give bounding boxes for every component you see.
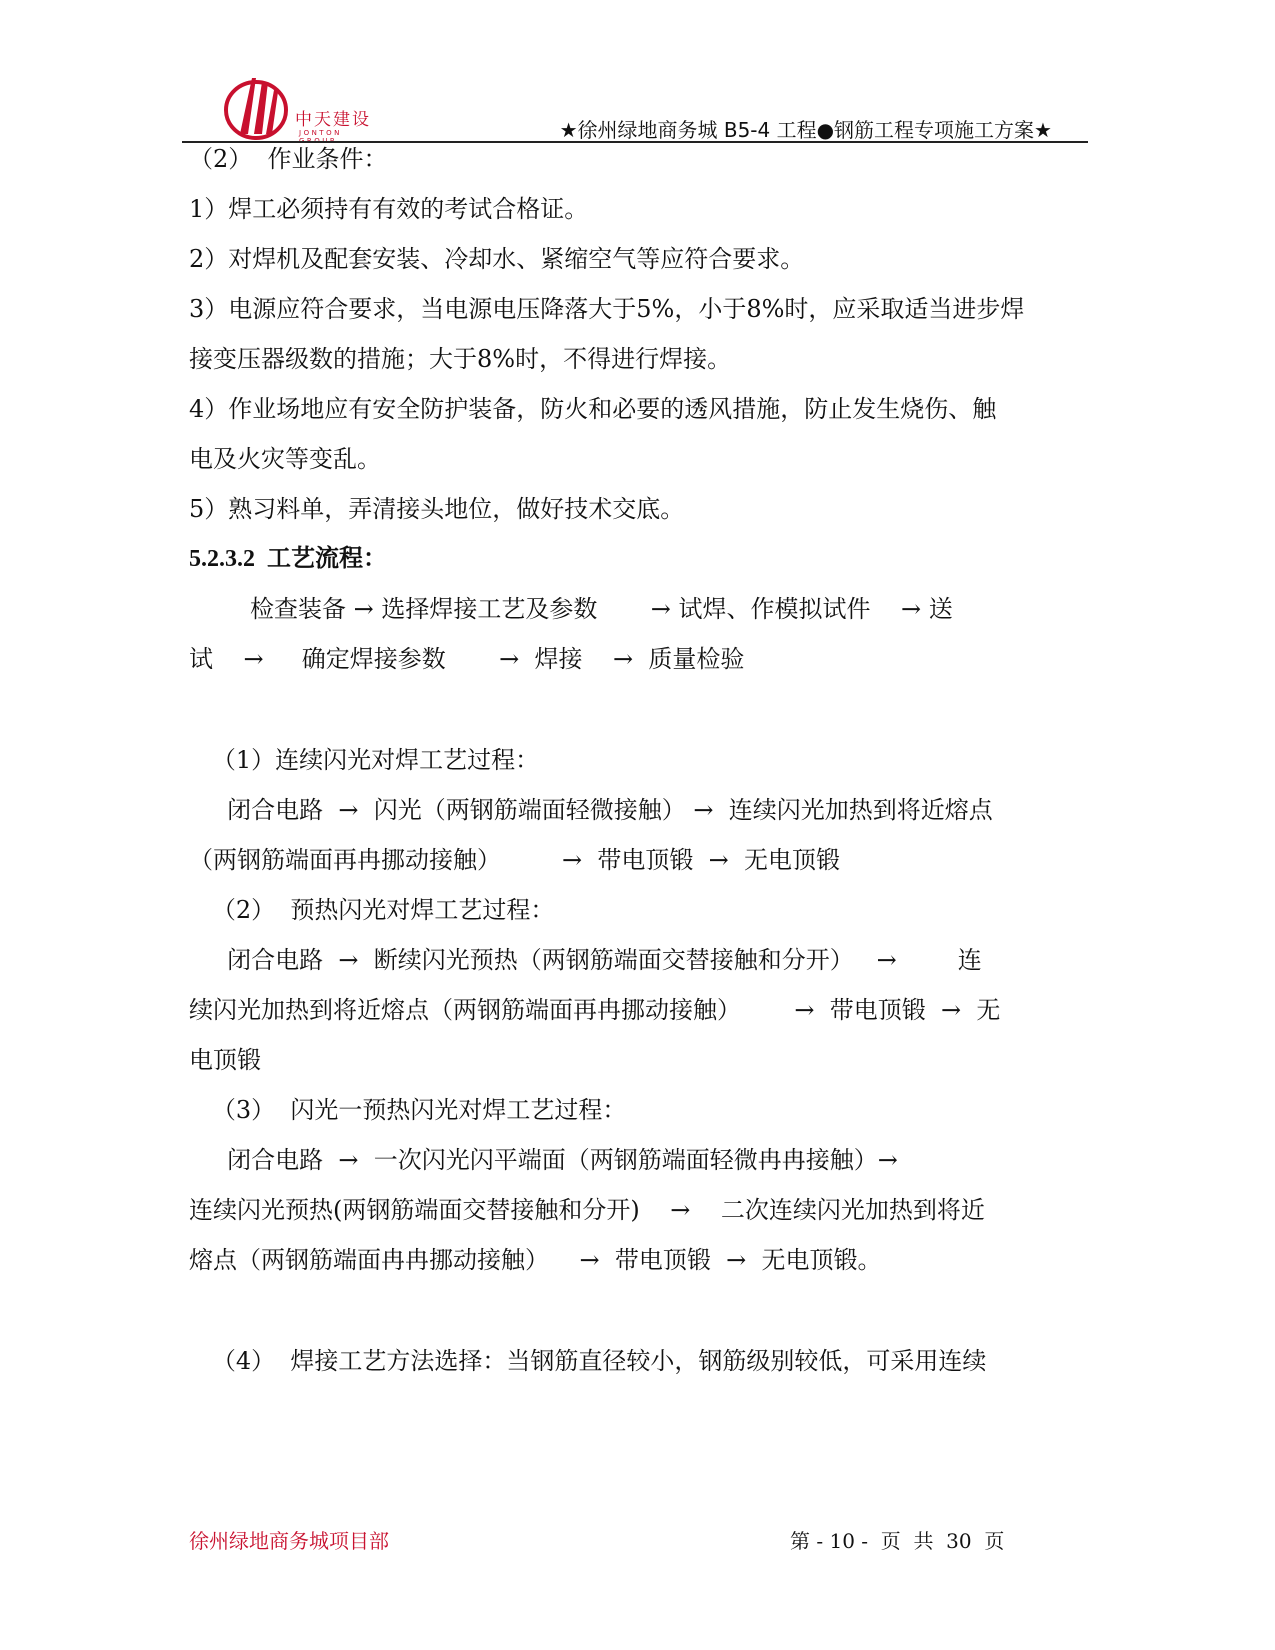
- paragraph-line: （2） 作业条件：: [189, 145, 388, 173]
- paragraph-line: 续闪光加热到将近熔点（两钢筋端面再冉挪动接触） → 带电顶锻 → 无: [189, 996, 1001, 1024]
- paragraph-line: 1）焊工必须持有有效的考试合格证。: [189, 195, 589, 223]
- paragraph-line: 连续闪光预热(两钢筋端面交替接触和分开) → 二次连续闪光加热到将近: [189, 1196, 985, 1224]
- paragraph-line: 检查装备 → 选择焊接工艺及参数 → 试焊、作模拟试件 → 送: [189, 595, 953, 623]
- paragraph-line: 电顶锻: [189, 1046, 261, 1074]
- paragraph-line: 2）对焊机及配套安装、冷却水、紧缩空气等应符合要求。: [189, 245, 805, 273]
- logo-chinese-name: 中天建设: [295, 110, 371, 130]
- paragraph-line: 闭合电路 → 一次闪光闪平端面（两钢筋端面轻微冉冉接触）→: [189, 1146, 898, 1174]
- paragraph-line: （3） 闪光一预热闪光对焊工艺过程：: [189, 1096, 627, 1124]
- footer-page-number: 第 - 10 - 页 共 30 页: [790, 1529, 1005, 1553]
- logo-english-name: JONTON GROUP: [299, 129, 342, 145]
- paragraph-line: 4）作业场地应有安全防护装备，防火和必要的透风措施，防止发生烧伤、触: [189, 395, 997, 423]
- company-logo: [222, 72, 382, 145]
- page-header: [182, 66, 1088, 144]
- logo-mark-icon: [222, 72, 294, 142]
- paragraph-line: （1）连续闪光对焊工艺过程：: [189, 746, 540, 774]
- section-heading: 5.2.3.2 工艺流程：: [189, 546, 387, 572]
- paragraph-line: 闭合电路 → 闪光（两钢筋端面轻微接触） → 连续闪光加热到将近熔点: [189, 796, 993, 824]
- paragraph-line: 试 → 确定焊接参数 → 焊接 → 质量检验: [189, 645, 745, 673]
- paragraph-line: 接变压器级数的措施；大于8%时，不得进行焊接。: [189, 345, 732, 373]
- document-title: ★徐州绿地商务城 B5-4 工程●钢筋工程专项施工方案★: [559, 118, 1052, 142]
- paragraph-line: （2） 预热闪光对焊工艺过程：: [189, 896, 555, 924]
- paragraph-line: 熔点（两钢筋端面冉冉挪动接触） → 带电顶锻 → 无电顶锻。: [189, 1246, 882, 1274]
- paragraph-line: 3）电源应符合要求，当电源电压降落大于5%，小于8%时，应采取适当进步焊: [189, 295, 1025, 323]
- paragraph-line: 5）熟习料单，弄清接头地位，做好技术交底。: [189, 495, 685, 523]
- paragraph-line: （两钢筋端面再冉挪动接触） → 带电顶锻 → 无电顶锻: [189, 846, 841, 874]
- footer-department: 徐州绿地商务城项目部: [189, 1529, 389, 1553]
- paragraph-line: （4） 焊接工艺方法选择：当钢筋直径较小，钢筋级别较低，可采用连续: [189, 1347, 987, 1375]
- paragraph-line: 电及火灾等变乱。: [189, 445, 381, 473]
- header-divider: [182, 141, 1088, 143]
- paragraph-line: 闭合电路 → 断续闪光预热（两钢筋端面交替接触和分开） → 连: [189, 946, 982, 974]
